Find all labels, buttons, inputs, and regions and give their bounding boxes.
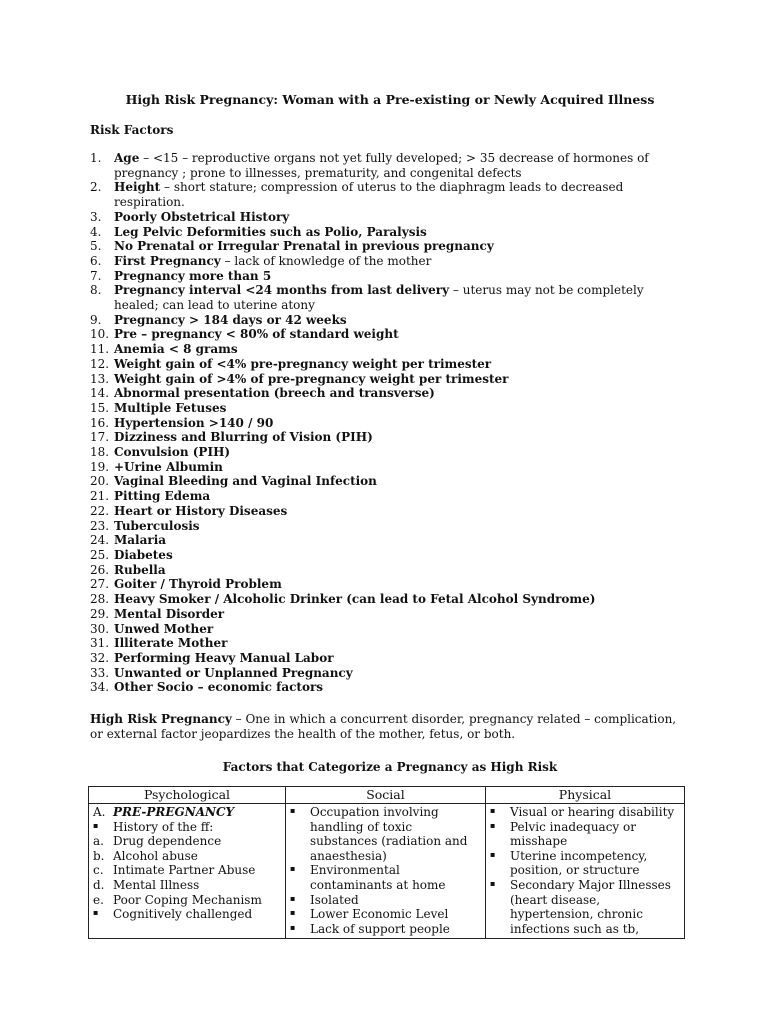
list-item-bold-text: Unwanted or Unplanned Pregnancy [114, 665, 353, 680]
list-item-number: 27. [90, 577, 110, 592]
list-item-bold-text: Abnormal presentation (breech and transverse) [114, 386, 435, 401]
list-item-text [114, 460, 690, 475]
list-item [90, 180, 690, 209]
document-title: High Risk Pregnancy: Woman with a Pre-existing or Newly Acquired Illness [125, 92, 655, 107]
list-item [90, 416, 690, 431]
bullet-icon: ▪ [93, 820, 99, 830]
list-item-text [114, 269, 690, 284]
factors-table-title: Factors that Categorize a Pregnancy as High Risk [222, 760, 558, 775]
list-item-number: 3. [90, 209, 102, 224]
list-item-text [114, 327, 690, 342]
list-item-number: 6. [90, 253, 102, 268]
table-cell-item-text: Pelvic inadequacy or misshape [510, 819, 636, 849]
list-item-bold-text: Goiter / Thyroid Problem [114, 577, 282, 592]
list-item-bold-text: Illiterate Mother [114, 636, 228, 651]
list-item-text [114, 254, 690, 269]
table-cell-item-text: Drug dependence [113, 834, 222, 849]
list-item-text [114, 445, 690, 460]
list-item-text [114, 151, 690, 180]
physical-cell [486, 804, 685, 939]
list-item-number: 10. [90, 327, 110, 342]
list-item-text [114, 651, 690, 666]
list-item [90, 680, 690, 695]
list-item-bold-text: Pregnancy > 184 days or 42 weeks [114, 312, 347, 327]
table-cell-item [93, 834, 281, 849]
list-item-text [114, 342, 690, 357]
list-item-bold-text: Malaria [114, 533, 167, 548]
list-item [90, 636, 690, 651]
list-item-bold-text: Performing Heavy Manual Labor [114, 650, 334, 665]
list-item-text [114, 401, 690, 416]
list-item-plain-text: – uterus may not be completely healed; can lead to uterine atony [114, 283, 644, 313]
list-item-number: 5. [90, 239, 102, 254]
list-item [90, 342, 690, 357]
table-cell-item [290, 922, 481, 937]
table-cell-item-text: Alcohol abuse [113, 848, 198, 863]
list-item-bold-text: Pregnancy more than 5 [114, 268, 272, 283]
high-risk-definition [90, 712, 690, 742]
list-item [90, 577, 690, 592]
bullet-icon: ▪ [290, 806, 296, 816]
list-item-number: 23. [90, 518, 110, 533]
list-item-bold-text: Unwed Mother [114, 621, 214, 636]
table-cell-item-text: PRE-PREGNANCY [113, 805, 235, 820]
table-cell-item [290, 893, 481, 908]
bullet-icon: ▪ [490, 849, 496, 859]
bullet-icon: ▪ [290, 922, 296, 932]
list-item-plain-text: – <15 – reproductive organs not yet fully developed; > 35 decrease of hormones of pregnancy ; prone to illnesses, prematurity, and congenital defects [114, 151, 649, 180]
list-item-text [114, 180, 690, 209]
list-item-text [114, 533, 690, 548]
bullet-icon: ▪ [490, 878, 496, 888]
list-item-bold-text: Pregnancy interval <24 months from last delivery [114, 283, 450, 298]
list-item-text [114, 210, 690, 225]
table-cell-item-text: History of the ff: [113, 819, 214, 834]
table-cell-item [490, 820, 680, 849]
item-marker: c. [93, 863, 104, 878]
bullet-icon: ▪ [93, 908, 99, 918]
list-item-bold-text: Weight gain of <4% pre-pregnancy weight per trimester [114, 356, 492, 371]
item-marker: a. [93, 834, 104, 849]
list-item [90, 313, 690, 328]
list-item-bold-text: Convulsion (PIH) [114, 445, 231, 460]
list-item [90, 357, 690, 372]
list-item-text [114, 474, 690, 489]
list-item [90, 430, 690, 445]
table-cell-item-text: Mental Illness [113, 877, 200, 892]
table-cell-item-text: Visual or hearing disability [510, 805, 675, 820]
item-marker: b. [93, 848, 105, 863]
list-item-number: 12. [90, 356, 110, 371]
list-item-number: 18. [90, 445, 110, 460]
list-item-number: 8. [90, 283, 102, 298]
header-psychological: Psychological [89, 787, 286, 804]
list-item [90, 548, 690, 563]
list-item-text [114, 283, 690, 312]
table-cell-item [290, 863, 481, 892]
list-item [90, 651, 690, 666]
table-cell-item-text: Lack of support people [310, 921, 450, 936]
list-item [90, 151, 690, 180]
list-item-number: 25. [90, 547, 110, 562]
table-row [89, 804, 685, 939]
table-cell-item [490, 878, 680, 936]
table-cell-item-text: Intimate Partner Abuse [113, 863, 256, 878]
list-item [90, 533, 690, 548]
table-cell-item-text: Occupation involving handling of toxic substances (radiation and anaesthesia) [310, 805, 468, 863]
list-item-bold-text: Dizziness and Blurring of Vision (PIH) [114, 430, 373, 445]
list-item-bold-text: Tuberculosis [114, 518, 200, 533]
list-item-text [114, 386, 690, 401]
list-item [90, 401, 690, 416]
social-cell [286, 804, 486, 939]
list-item-plain-text: – lack of knowledge of the mother [220, 253, 432, 268]
list-item [90, 386, 690, 401]
list-item [90, 622, 690, 637]
list-item [90, 489, 690, 504]
list-item-number: 33. [90, 665, 110, 680]
table-cell-item [93, 849, 281, 864]
list-item-text [114, 313, 690, 328]
list-item [90, 460, 690, 475]
table-header-row [89, 787, 685, 804]
list-item-number: 30. [90, 621, 110, 636]
list-item-text [114, 622, 690, 637]
header-social: Social [286, 787, 486, 804]
list-item [90, 210, 690, 225]
table-cell-item [93, 820, 281, 835]
table-cell-item-text: Isolated [310, 892, 359, 907]
list-item [90, 225, 690, 240]
list-item-bold-text: Multiple Fetuses [114, 400, 227, 415]
list-item-number: 4. [90, 224, 102, 239]
psychological-cell [89, 804, 286, 939]
list-item-number: 19. [90, 459, 110, 474]
list-item-text [114, 430, 690, 445]
bullet-icon: ▪ [490, 806, 496, 816]
list-item-number: 20. [90, 474, 110, 489]
list-item-number: 13. [90, 371, 110, 386]
list-item-number: 22. [90, 503, 110, 518]
list-item-text [114, 489, 690, 504]
bullet-icon: ▪ [290, 893, 296, 903]
list-item-text [114, 577, 690, 592]
list-item [90, 607, 690, 622]
list-item-number: 21. [90, 489, 110, 504]
bullet-icon: ▪ [290, 908, 296, 918]
definition-term: High Risk Pregnancy [90, 712, 232, 727]
list-item-text [114, 592, 690, 607]
list-item-number: 1. [90, 151, 102, 165]
item-marker: A. [93, 805, 106, 820]
list-item-bold-text: Diabetes [114, 547, 173, 562]
list-item [90, 445, 690, 460]
list-item-bold-text: Hypertension >140 / 90 [114, 415, 274, 430]
list-item-bold-text: Anemia < 8 grams [114, 342, 238, 357]
header-physical: Physical [486, 787, 685, 804]
list-item-text [114, 548, 690, 563]
list-item [90, 269, 690, 284]
bullet-icon: ▪ [290, 864, 296, 874]
list-item-text [114, 225, 690, 240]
list-item-bold-text: Weight gain of >4% of pre-pregnancy weight per trimester [114, 371, 509, 386]
list-item-bold-text: Height [114, 180, 161, 195]
definition-text: – One in which a concurrent disorder, pregnancy related – complication, or external factor jeopardizes the health of the mother, fetus, or both. [90, 712, 677, 742]
list-item-bold-text: Leg Pelvic Deformities such as Polio, Paralysis [114, 224, 427, 239]
list-item-bold-text: Other Socio – economic factors [114, 680, 324, 695]
table-cell-item [93, 863, 281, 878]
list-item-bold-text: Mental Disorder [114, 606, 225, 621]
list-item-number: 28. [90, 592, 110, 607]
table-cell-item-text: Cognitively challenged [113, 907, 253, 922]
list-item-bold-text: Heart or History Diseases [114, 503, 288, 518]
list-item-number: 31. [90, 636, 110, 651]
table-cell-item [290, 805, 481, 863]
list-item [90, 239, 690, 254]
table-cell-item-text: Poor Coping Mechanism [113, 892, 262, 907]
risk-factors-list [90, 151, 690, 695]
list-item-bold-text: Age [114, 151, 140, 165]
list-item [90, 504, 690, 519]
list-item-bold-text: +Urine Albumin [114, 459, 223, 474]
list-item [90, 283, 690, 312]
table-cell-item [93, 893, 281, 908]
table-cell-item-text: Lower Economic Level [310, 907, 449, 922]
list-item-bold-text: Pitting Edema [114, 489, 211, 504]
document-page [90, 92, 690, 939]
list-item [90, 592, 690, 607]
list-item [90, 563, 690, 578]
list-item [90, 372, 690, 387]
list-item-bold-text: Poorly Obstetrical History [114, 209, 290, 224]
list-item-number: 26. [90, 562, 110, 577]
table-cell-item [490, 805, 680, 820]
list-item-bold-text: No Prenatal or Irregular Prenatal in previous pregnancy [114, 239, 494, 254]
factors-table [88, 786, 685, 939]
list-item-bold-text: Vaginal Bleeding and Vaginal Infection [114, 474, 377, 489]
list-item-text [114, 636, 690, 651]
bullet-icon: ▪ [490, 820, 496, 830]
list-item-number: 17. [90, 430, 110, 445]
table-cell-item-text: Uterine incompetency, position, or structure [510, 848, 648, 878]
list-item [90, 519, 690, 534]
list-item-number: 34. [90, 680, 110, 695]
list-item-number: 24. [90, 533, 110, 548]
list-item-bold-text: First Pregnancy [114, 253, 221, 268]
list-item-plain-text: – short stature; compression of uterus to the diaphragm leads to decreased respiration. [114, 180, 624, 210]
list-item-text [114, 519, 690, 534]
table-cell-item [93, 907, 281, 922]
list-item-number: 2. [90, 180, 102, 195]
table-cell-item [290, 907, 481, 922]
list-item-text [114, 563, 690, 578]
list-item-bold-text: Heavy Smoker / Alcoholic Drinker (can lead to Fetal Alcohol Syndrome) [114, 592, 596, 607]
item-marker: e. [93, 892, 104, 907]
list-item [90, 474, 690, 489]
list-item-text [114, 504, 690, 519]
list-item-number: 14. [90, 386, 110, 401]
table-cell-item [93, 805, 281, 820]
list-item-number: 7. [90, 268, 102, 283]
list-item-number: 32. [90, 650, 110, 665]
table-cell-item-text: Secondary Major Illnesses (heart disease, hypertension, chronic infections such as tb, [510, 877, 671, 936]
list-item-number: 15. [90, 400, 110, 415]
list-item-bold-text: Pre – pregnancy < 80% of standard weight [114, 327, 399, 342]
list-item-text [114, 416, 690, 431]
list-item-number: 9. [90, 312, 102, 327]
list-item-bold-text: Rubella [114, 562, 166, 577]
table-cell-item [490, 849, 680, 878]
list-item [90, 327, 690, 342]
list-item-text [114, 372, 690, 387]
list-item-number: 29. [90, 606, 110, 621]
risk-factors-heading: Risk Factors [90, 123, 174, 137]
list-item-text [114, 607, 690, 622]
list-item [90, 254, 690, 269]
list-item-number: 16. [90, 415, 110, 430]
list-item-number: 11. [90, 342, 110, 357]
list-item-text [114, 666, 690, 681]
table-cell-item-text: Environmental contaminants at home [310, 863, 446, 892]
list-item [90, 666, 690, 681]
list-item-text [114, 239, 690, 254]
list-item-text [114, 680, 690, 695]
list-item-text [114, 357, 690, 372]
item-marker: d. [93, 877, 105, 892]
table-cell-item [93, 878, 281, 893]
